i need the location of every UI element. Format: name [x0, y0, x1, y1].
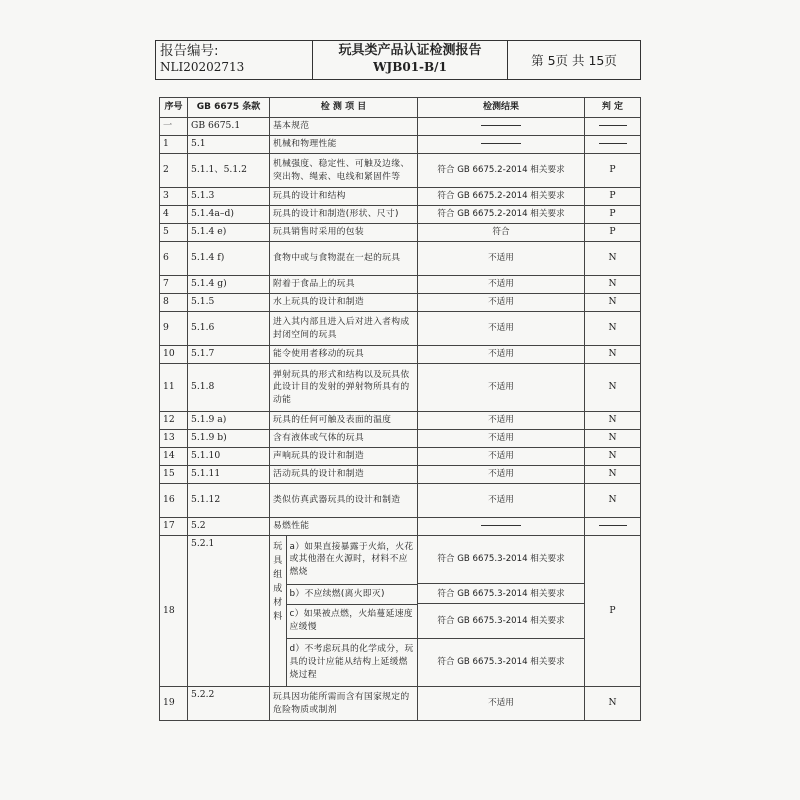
- clause-cell: GB 6675.1: [188, 118, 270, 136]
- verdict-cell: [585, 518, 641, 536]
- report-number: NLI20202713: [160, 60, 245, 74]
- verdict-cell: [585, 118, 641, 136]
- clause-cell: 5.1.12: [188, 484, 270, 518]
- table-row: [160, 364, 641, 412]
- table-row: [160, 430, 641, 448]
- clause-cell: 5.1.6: [188, 312, 270, 346]
- clause-cell: 5.1.8: [188, 364, 270, 412]
- row-number: 8: [160, 294, 188, 312]
- result-cell: 不适用: [418, 364, 585, 412]
- report-code: WJB01-B/1: [373, 60, 447, 74]
- verdict-cell: N: [585, 346, 641, 364]
- result-cell: 不适用: [418, 430, 585, 448]
- verdict-cell: P: [585, 154, 641, 188]
- row-number: 12: [160, 412, 188, 430]
- verdict-cell: N: [585, 312, 641, 346]
- result-cell: 符合 GB 6675.2-2014 相关要求: [418, 206, 585, 224]
- verdict-cell: N: [585, 430, 641, 448]
- item-cell: 能令使用者移动的玩具: [270, 346, 418, 364]
- verdict-cell: [585, 136, 641, 154]
- row-number: 15: [160, 466, 188, 484]
- page-info: 第 5页 共 15页: [531, 53, 617, 68]
- row-number: 11: [160, 364, 188, 412]
- dash-mark: [481, 525, 521, 526]
- result-cell: 符合: [418, 224, 585, 242]
- table-row: [160, 276, 641, 294]
- item-cell: 易燃性能: [270, 518, 418, 536]
- verdict-cell: P: [585, 536, 641, 687]
- result-cell: 不适用: [418, 242, 585, 276]
- clause-cell: 5.1.10: [188, 448, 270, 466]
- clause-cell: 5.2.2: [188, 687, 270, 721]
- sub-item-cell: a）如果直接暴露于火焰，火花或其他潜在火源时，材料不应燃烧: [289, 541, 414, 578]
- col-header-verdict: 判 定: [585, 98, 641, 118]
- verdict-cell: P: [585, 206, 641, 224]
- dash-mark: [481, 125, 521, 126]
- sub-item-cell: c）如果被点燃，火焰蔓延速度应缓慢: [286, 604, 417, 638]
- table-row: [160, 118, 641, 136]
- verdict-cell: P: [585, 224, 641, 242]
- item-cell: 进入其内部且进入后对进入者构成封闭空间的玩具: [270, 312, 418, 346]
- clause-cell: 5.1.4a–d): [188, 206, 270, 224]
- item-cell: 附着于食品上的玩具: [270, 276, 418, 294]
- item-cell: 玩具因功能所需而含有国家规定的危险物质或制剂: [270, 687, 418, 721]
- row-number: 5: [160, 224, 188, 242]
- table-row: [160, 242, 641, 276]
- table-row: [160, 518, 641, 536]
- clause-cell: 5.1.3: [188, 188, 270, 206]
- col-header-item: 检 测 项 目: [270, 98, 418, 118]
- clause-cell: 5.2: [188, 518, 270, 536]
- table-row: [160, 466, 641, 484]
- item-cell: 玩具的任何可触及表面的温度: [270, 412, 418, 430]
- table-row: [160, 312, 641, 346]
- row-number: 2: [160, 154, 188, 188]
- row-number: 18: [160, 536, 188, 687]
- row-number: 1: [160, 136, 188, 154]
- col-header-result: 检测结果: [418, 98, 585, 118]
- result-cell: 符合 GB 6675.2-2014 相关要求: [418, 154, 585, 188]
- item-cell: 玩具的设计和制造(形状、尺寸): [270, 206, 418, 224]
- result-cell: 不适用: [418, 448, 585, 466]
- row-number: 13: [160, 430, 188, 448]
- row-number: 9: [160, 312, 188, 346]
- result-cell: 不适用: [418, 346, 585, 364]
- dash-mark: [481, 143, 521, 144]
- clause-cell: 5.1.1、5.1.2: [188, 154, 270, 188]
- table-row: [160, 188, 641, 206]
- dash-mark: [599, 125, 627, 126]
- row-number: 4: [160, 206, 188, 224]
- result-cell: 不适用: [418, 294, 585, 312]
- sub-item-cell: b）不应续燃(离火即灭): [286, 584, 417, 604]
- table-row: [160, 206, 641, 224]
- row-number: 19: [160, 687, 188, 721]
- table-row: [160, 294, 641, 312]
- result-cell: 符合 GB 6675.3-2014 相关要求: [418, 536, 585, 584]
- row-number: 16: [160, 484, 188, 518]
- clause-cell: 5.1: [188, 136, 270, 154]
- clause-cell: 5.1.11: [188, 466, 270, 484]
- row-number: 7: [160, 276, 188, 294]
- table-header-row: [160, 98, 641, 118]
- item-cell: 活动玩具的设计和制造: [270, 466, 418, 484]
- result-cell: 不适用: [418, 276, 585, 294]
- row-number: 10: [160, 346, 188, 364]
- clause-cell: 5.2.1: [188, 536, 270, 687]
- item-cell: 类似仿真武器玩具的设计和制造: [270, 484, 418, 518]
- table-body: [160, 118, 641, 721]
- result-cell: 符合 GB 6675.3-2014 相关要求: [418, 584, 585, 604]
- item-cell: 基本规范: [270, 118, 418, 136]
- item-cell: 玩具的设计和结构: [270, 188, 418, 206]
- result-cell: [418, 518, 585, 536]
- col-header-no: 序号: [160, 98, 188, 118]
- result-cell: 符合 GB 6675.3-2014 相关要求: [418, 604, 585, 638]
- table-row: [160, 484, 641, 518]
- clause-cell: 5.1.9 a): [188, 412, 270, 430]
- table-row: [160, 154, 641, 188]
- verdict-cell: N: [585, 242, 641, 276]
- verdict-cell: N: [585, 484, 641, 518]
- verdict-cell: N: [585, 448, 641, 466]
- report-title-cell: [313, 41, 508, 79]
- clause-cell: 5.1.7: [188, 346, 270, 364]
- material-group-label: 玩具组成材料: [270, 536, 286, 686]
- table-row: [160, 136, 641, 154]
- item-cell: 声响玩具的设计和制造: [270, 448, 418, 466]
- row-number: 一: [160, 118, 188, 136]
- result-cell: 符合 GB 6675.3-2014 相关要求: [418, 638, 585, 686]
- result-cell: 不适用: [418, 687, 585, 721]
- verdict-cell: N: [585, 294, 641, 312]
- verdict-cell: N: [585, 412, 641, 430]
- item-cell: 机械和物理性能: [270, 136, 418, 154]
- result-cell: [418, 136, 585, 154]
- sub-item-cell: d）不考虑玩具的化学成分，玩具的设计应能从结构上延缓燃烧过程: [286, 638, 417, 686]
- dash-mark: [599, 143, 627, 144]
- item-cell: 食物中或与食物混在一起的玩具: [270, 242, 418, 276]
- item-group-cell: [270, 536, 418, 687]
- table-row: [160, 687, 641, 721]
- col-header-clause: GB 6675 条款: [188, 98, 270, 118]
- result-cell: 不适用: [418, 312, 585, 346]
- row-number: 6: [160, 242, 188, 276]
- report-number-label: 报告编号:: [160, 43, 219, 59]
- dash-mark: [599, 525, 627, 526]
- verdict-cell: P: [585, 188, 641, 206]
- clause-cell: 5.1.4 g): [188, 276, 270, 294]
- table-row: [160, 346, 641, 364]
- report-number-cell: [156, 41, 313, 79]
- verdict-cell: N: [585, 466, 641, 484]
- result-cell: [418, 118, 585, 136]
- verdict-cell: N: [585, 364, 641, 412]
- table-row: [160, 412, 641, 430]
- result-cell: 不适用: [418, 484, 585, 518]
- table-row: [160, 224, 641, 242]
- item-cell: 水上玩具的设计和制造: [270, 294, 418, 312]
- row-number: 14: [160, 448, 188, 466]
- table-row: [160, 536, 641, 584]
- clause-cell: 5.1.4 e): [188, 224, 270, 242]
- item-cell: 玩具销售时采用的包装: [270, 224, 418, 242]
- report-header: [155, 40, 641, 80]
- verdict-cell: N: [585, 687, 641, 721]
- row-number: 17: [160, 518, 188, 536]
- clause-cell: 5.1.4 f): [188, 242, 270, 276]
- result-cell: 符合 GB 6675.2-2014 相关要求: [418, 188, 585, 206]
- verdict-cell: N: [585, 276, 641, 294]
- table-row: [160, 448, 641, 466]
- report-title: 玩具类产品认证检测报告: [338, 43, 482, 58]
- item-cell: 机械强度、稳定性、可触及边缘、突出物、绳索、电线和紧固件等: [270, 154, 418, 188]
- test-results-table: [159, 97, 641, 721]
- clause-cell: 5.1.5: [188, 294, 270, 312]
- row-number: 3: [160, 188, 188, 206]
- item-cell: 弹射玩具的形式和结构以及玩具依此设计目的发射的弹射物所具有的动能: [270, 364, 418, 412]
- clause-cell: 5.1.9 b): [188, 430, 270, 448]
- result-cell: 不适用: [418, 466, 585, 484]
- item-cell: 含有液体或气体的玩具: [270, 430, 418, 448]
- result-cell: 不适用: [418, 412, 585, 430]
